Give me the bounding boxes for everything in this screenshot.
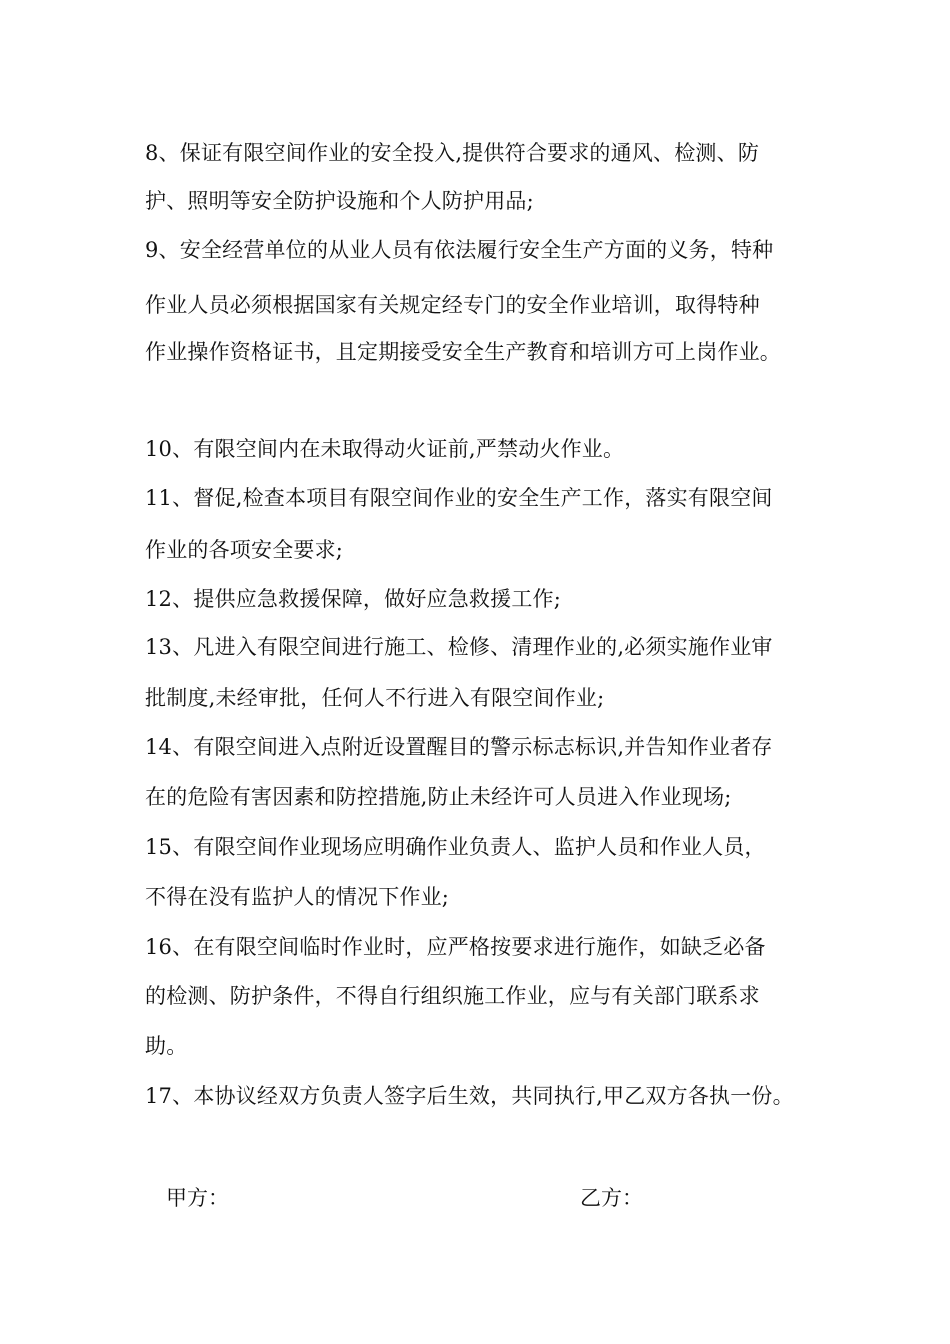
clause-16-line-1: 16、在有限空间临时作业时，应严格按要求进行施作，如缺乏必备 [145, 935, 766, 959]
clause-15-line-2: 不得在没有监护人的情况下作业; [145, 885, 450, 909]
clause-11-line-2: 作业的各项安全要求; [145, 538, 344, 562]
clause-10-line-1: 10、有限空间内在未取得动火证前,严禁动火作业。 [145, 437, 625, 461]
clause-12-line-1: 12、提供应急救援保障，做好应急救援工作; [145, 587, 561, 611]
clause-13-line-1: 13、凡进入有限空间进行施工、检修、清理作业的,必须实施作业审 [145, 635, 773, 659]
clause-15-line-1: 15、有限空间作业现场应明确作业负责人、监护人员和作业人员， [145, 835, 766, 859]
clause-11-line-1: 11、督促,检查本项目有限空间作业的安全生产工作，落实有限空间 [145, 486, 773, 510]
clause-14-line-2: 在的危险有害因素和防控措施,防止未经许可人员进入作业现场; [145, 785, 732, 809]
clause-8-line-2: 护、照明等安全防护设施和个人防护用品; [145, 189, 534, 213]
clause-16-line-2: 的检测、防护条件，不得自行组织施工作业，应与有关部门联系求 [145, 984, 760, 1008]
party-a-signature-label: 甲方： [166, 1186, 229, 1210]
clause-16-line-3: 助。 [145, 1034, 188, 1058]
party-b-signature-label: 乙方： [580, 1186, 643, 1210]
clause-14-line-1: 14、有限空间进入点附近设置醒目的警示标志标识,并告知作业者存 [145, 735, 773, 759]
clause-13-line-2: 批制度,未经审批，任何人不行进入有限空间作业; [145, 686, 605, 710]
clause-17-line-1: 17、本协议经双方负责人签字后生效，共同执行,甲乙双方各执一份。 [145, 1084, 794, 1108]
clause-8-line-1: 8、保证有限空间作业的安全投入,提供符合要求的通风、检测、防 [145, 141, 760, 165]
clause-9-line-1: 9、安全经营单位的从业人员有依法履行安全生产方面的义务，特种 [145, 238, 774, 262]
clause-9-line-2: 作业人员必须根据国家有关规定经专门的安全作业培训，取得特种 [145, 293, 760, 317]
clause-9-line-3: 作业操作资格证书，且定期接受安全生产教育和培训方可上岗作业。 [145, 340, 781, 364]
